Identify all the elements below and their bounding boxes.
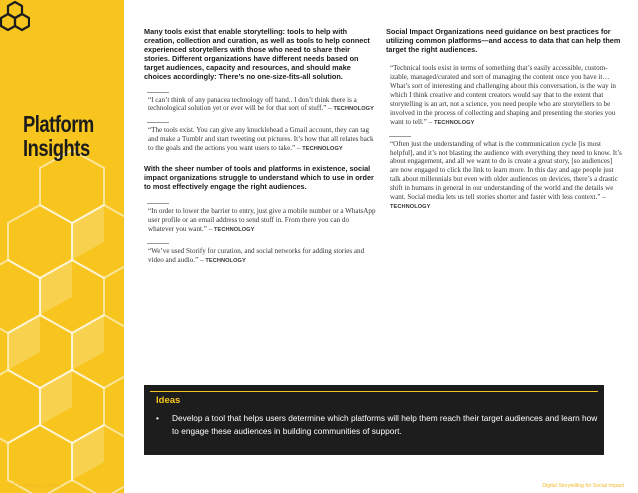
quote-divider <box>147 243 169 244</box>
quote-divider <box>147 122 169 123</box>
quote-text: “The tools exist. You can give any knucklehead a Gmail account, they can tag and make a Tumblr and start tweeting out pictures. It’s how that all relates back to the goals and the actions you want users to take.” – <box>148 126 374 153</box>
hexagon-cluster-icon <box>0 0 30 32</box>
hexagon-pattern-background <box>0 0 124 493</box>
right-column <box>386 27 622 220</box>
lead-paragraph: With the sheer number of tools and platforms in existence, social impact organizations struggle to understand which to use in order to most effectively engage the right audiences. <box>144 164 374 192</box>
quote <box>389 140 622 212</box>
quote-attribution: TECHNOLOGY <box>214 227 255 234</box>
quote <box>147 207 376 235</box>
quote-attribution: TECHNOLOGY <box>333 106 374 113</box>
quote-text: “Often just the understanding of what is the communication cycle [is most helpful], and it’s not blasting the audience with everything they need to know. It’s about engagement, and all we want to do is create a great story, [so audiences] are now engaged to click the link to learn more. In this day and age people just talk about millennials but even with older audiences on devices, there’s a drastic shift in humans in general in our understanding of the world and the details we want. Social media lets us tell stories shorter and faster with less context.” – <box>390 139 622 202</box>
quote <box>147 247 376 266</box>
lead-paragraph: Many tools exist that enable storytelling: tools to help with creation, collection and curation, as well as tools to help connect experienced storytellers with those who need to share their stories. Different organizations have different needs based on target audiences, capacity and resources, and should make choices accordingly: There’s no one-size-fits-all solution. <box>144 27 370 82</box>
quote-text: “Technical tools exist in terms of something that’s easily accessible, custom-izable, managed/curated and sort of managing the content once you have it…What’s sort of interesting and challenging about this conversation, is the way in which I think creative and content creators would say that to the extent that storytelling is an art, not a science, you need people who are storytellers to be involved in the process of collecting and shaping and presenting the stories you want to tell.” – <box>390 64 616 126</box>
quote-divider <box>147 203 169 204</box>
quote-attribution: TECHNOLOGY <box>390 203 431 210</box>
ideas-divider <box>150 391 598 392</box>
ideas-list-item <box>156 412 598 437</box>
ideas-heading: Ideas <box>156 395 181 406</box>
lead-paragraph: Social Impact Organizations need guidance on best practices for utilizing common platforms—and access to data that can help them target the right audiences. <box>386 27 621 55</box>
quote-text: “We’ve used Storify for curation, and social networks for adding stories and video and audio.” – <box>148 247 365 264</box>
ideas-item-text: Develop a tool that helps users determine which platforms will help them reach their target audiences and learn how to engage these audiences in building communities of support. <box>172 413 598 436</box>
quote-attribution: TECHNOLOGY <box>302 146 343 153</box>
quote-divider <box>389 136 411 137</box>
sidebar-panel <box>0 0 124 493</box>
page-title-line2: Insights <box>23 135 90 161</box>
quote-text: “I can’t think of any panacea technology off hand.. I don’t think there is a technological solution yet or ever will be for that sort of stuff.” – <box>148 95 357 113</box>
page-title <box>23 112 94 160</box>
footer-page-label: 16 — Insights & Ideas <box>10 483 61 489</box>
quote <box>147 126 376 154</box>
quote-divider <box>147 92 169 93</box>
ideas-box <box>144 385 604 455</box>
page-title-line1: Platform <box>23 111 94 137</box>
quote <box>389 64 622 127</box>
quote <box>147 96 376 115</box>
quote-attribution: TECHNOLOGY <box>205 258 246 264</box>
quote-attribution: TECHNOLOGY <box>433 119 475 126</box>
footer-publication-title: Digital Storytelling for Social Impact <box>542 483 624 489</box>
bullet-icon: • <box>156 413 159 423</box>
quote-text: “In order to lower the barrier to entry, just give a mobile number or a WhatsApp user profile or an email address to send stuff in. From there you can do whatever you want.” – <box>148 207 376 234</box>
left-column <box>144 27 376 274</box>
